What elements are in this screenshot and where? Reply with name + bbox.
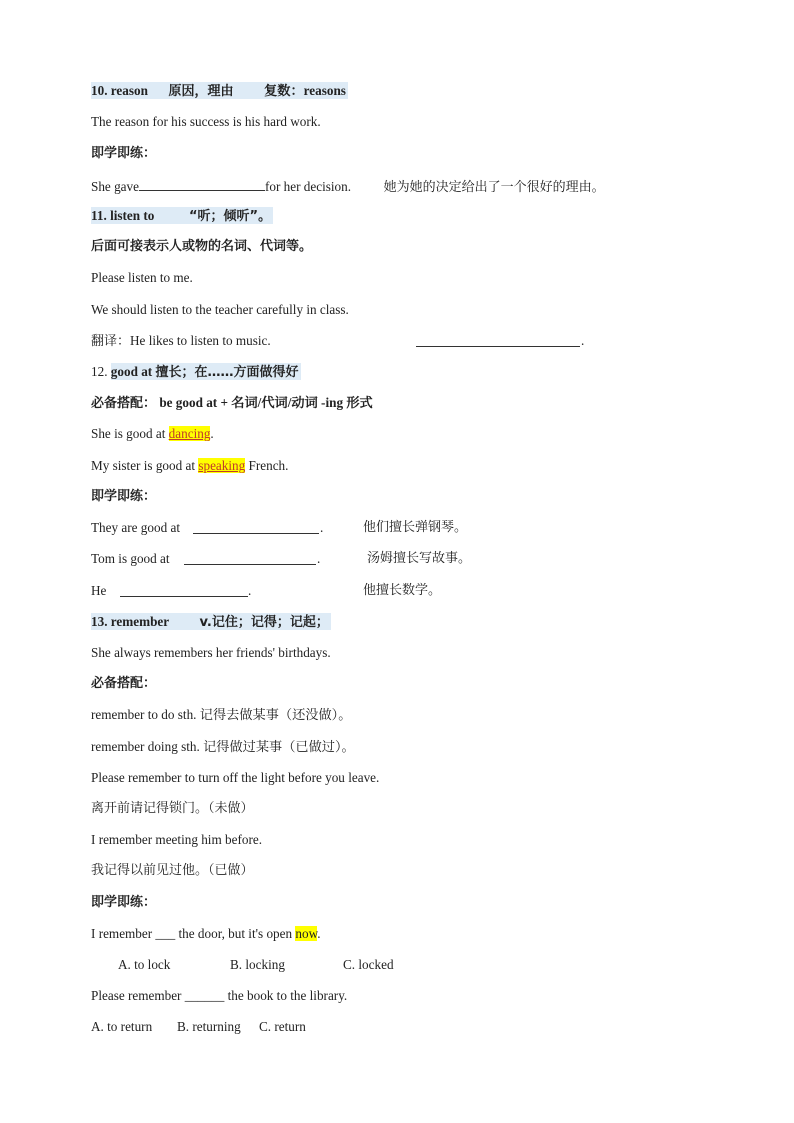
item-10-heading-highlight	[91, 82, 348, 99]
practice-label: 即学即练：	[91, 895, 157, 910]
plural-form: 复数：reasons	[264, 83, 346, 98]
example-sentence: Please listen to me.	[91, 270, 193, 285]
answer-blank[interactable]	[184, 550, 316, 565]
example-sentence: We should listen to the teacher carefully in class.	[91, 302, 349, 317]
example-sentence: The reason for his success is his hard work.	[91, 114, 321, 129]
option-a[interactable]: A. to return	[91, 1019, 153, 1034]
chinese-translation: 她为她的决定给出了一个很好的理由。	[383, 180, 605, 195]
exercise-row: He . 他擅长数学。	[91, 583, 442, 598]
practice-label: 即学即练：	[91, 146, 157, 161]
item-11-heading-highlight	[91, 207, 273, 224]
chinese-translation: 我记得以前见过他。（已做）	[91, 863, 254, 878]
word-meaning: 原因，理由	[168, 84, 234, 99]
option-a[interactable]: A. to lock	[118, 957, 171, 972]
chinese-translation: 他擅长数学。	[363, 583, 442, 598]
collocation-label: 必备搭配：	[91, 676, 157, 691]
collocation-row	[91, 394, 373, 412]
collocation-item: remember doing sth. 记得做过某事（已做过）。	[91, 739, 355, 754]
exercise-row: They are good at . 他们擅长弹钢琴。	[91, 520, 468, 535]
item-number: 12.	[91, 364, 108, 379]
example-sentence: She always remembers her friends' birthdays.	[91, 645, 331, 660]
item-12-heading-highlight	[111, 363, 301, 380]
example-sentence: She is good at dancing.	[91, 426, 214, 441]
vocab-word: listen to	[110, 208, 155, 223]
chinese-translation: 他们擅长弹钢琴。	[363, 520, 468, 535]
item-number: 10.	[91, 83, 108, 98]
word-meaning: “听；倾听”。	[188, 209, 272, 224]
item-number: 13.	[91, 614, 108, 629]
highlighted-word: now	[295, 926, 318, 941]
vocab-word: remember	[110, 614, 169, 629]
chinese-translation: 汤姆擅长写故事。	[367, 551, 472, 566]
usage-note: 后面可接表示人或物的名词、代词等。	[91, 239, 313, 254]
exercise-row: She gave for her decision. 她为她的决定给出了一个很好的理由。	[91, 176, 605, 194]
translate-label: 翻译：	[91, 334, 131, 349]
option-b[interactable]: B. returning	[177, 1019, 241, 1034]
highlighted-word: dancing	[168, 426, 211, 441]
collocation-label: 必备搭配：	[91, 396, 157, 411]
highlighted-word: speaking	[198, 458, 246, 473]
exercise-row: Tom is good at . 汤姆擅长写故事。	[91, 551, 472, 566]
item-12-heading	[91, 363, 301, 381]
translate-row: 翻译：He likes to listen to music. .	[91, 333, 585, 349]
answer-blank[interactable]	[139, 176, 265, 191]
item-13-heading-highlight	[91, 613, 331, 630]
option-c[interactable]: C. return	[259, 1019, 306, 1034]
item-10-heading	[91, 82, 348, 100]
answer-blank[interactable]	[416, 332, 580, 347]
vocab-word: good at	[110, 364, 153, 379]
option-c[interactable]: C. locked	[343, 957, 394, 972]
item-11-heading	[91, 207, 273, 225]
example-sentence: Please remember to turn off the light before you leave.	[91, 770, 380, 785]
option-b[interactable]: B. locking	[230, 957, 285, 972]
word-meaning: v.记住；记得；记起；	[199, 615, 329, 630]
answer-blank[interactable]	[120, 582, 248, 597]
word-meaning: 擅长；在……方面做得好	[155, 365, 299, 380]
question-1: I remember ___ the door, but it's open now.	[91, 926, 321, 941]
example-sentence: I remember meeting him before.	[91, 832, 262, 847]
collocation-pattern: be good at + 名词/代词/动词 -ing 形式	[159, 395, 373, 410]
example-sentence: My sister is good at speaking French.	[91, 458, 289, 473]
chinese-translation: 离开前请记得锁门。（未做）	[91, 801, 254, 816]
answer-blank[interactable]	[193, 519, 319, 534]
question-2: Please remember ______ the book to the library.	[91, 988, 348, 1003]
item-number: 11.	[91, 208, 107, 223]
item-13-heading	[91, 613, 331, 631]
practice-label: 即学即练：	[91, 489, 157, 504]
collocation-item: remember to do sth. 记得去做某事（还没做）。	[91, 707, 352, 722]
vocab-word: reason	[110, 83, 148, 98]
